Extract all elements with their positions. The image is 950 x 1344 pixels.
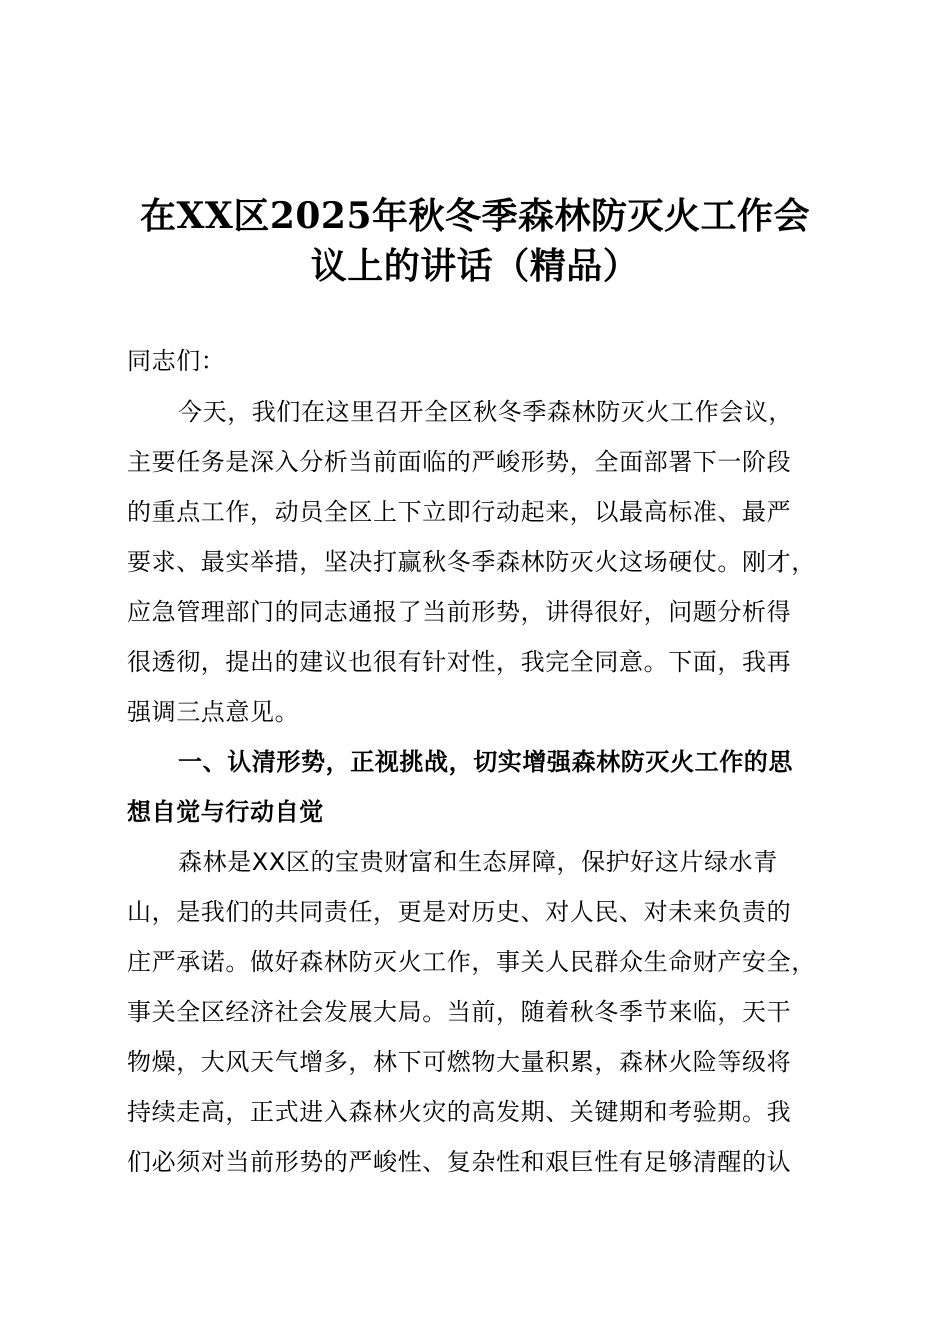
paragraph-1-line-1: 今天，我们在这里召开全区秋冬季森林防灭火工作会议，	[178, 398, 793, 426]
paragraph-1-line-4: 要求、最实举措，坚决打赢秋冬季森林防灭火这场硬仗。刚才，	[127, 548, 816, 576]
document-title-line-2: 议上的讲话（精品）	[310, 245, 640, 287]
paragraph-1-line-2: 主要任务是深入分析当前面临的严峻形势，全面部署下一阶段	[127, 448, 792, 476]
paragraph-2-line-6: 持续走高，正式进入森林火灾的高发期、关键期和考验期。我	[127, 1098, 792, 1126]
paragraph-1-line-6: 很透彻，提出的建议也很有针对性，我完全同意。下面，我再	[127, 648, 792, 676]
document-title-line-1: 在XX区2025年秋冬季森林防灭火工作会	[139, 195, 811, 237]
paragraph-2-line-3: 庄严承诺。做好森林防灭火工作，事关人民群众生命财产安全，	[127, 948, 816, 976]
paragraph-2-line-5: 物燥，大风天气增多，林下可燃物大量积累，森林火险等级将	[127, 1048, 792, 1076]
heading-1-line-2: 想自觉与行动自觉	[127, 798, 324, 826]
heading-1-line-1: 一、认清形势，正视挑战，切实增强森林防灭火工作的思	[178, 748, 793, 776]
salutation: 同志们：	[127, 347, 226, 375]
paragraph-1-line-7: 强调三点意见。	[127, 698, 300, 726]
paragraph-1-line-5: 应急管理部门的同志通报了当前形势，讲得很好，问题分析得	[127, 598, 792, 626]
paragraph-2-line-4: 事关全区经济社会发展大局。当前，随着秋冬季节来临，天干	[127, 998, 792, 1026]
paragraph-2-line-1: 森林是XX区的宝贵财富和生态屏障，保护好这片绿水青	[178, 848, 778, 876]
paragraph-1-line-3: 的重点工作，动员全区上下立即行动起来，以最高标准、最严	[127, 498, 792, 526]
paragraph-2-line-2: 山，是我们的共同责任，更是对历史、对人民、对未来负责的	[127, 898, 792, 926]
paragraph-2-line-7: 们必须对当前形势的严峻性、复杂性和艰巨性有足够清醒的认	[127, 1148, 792, 1176]
